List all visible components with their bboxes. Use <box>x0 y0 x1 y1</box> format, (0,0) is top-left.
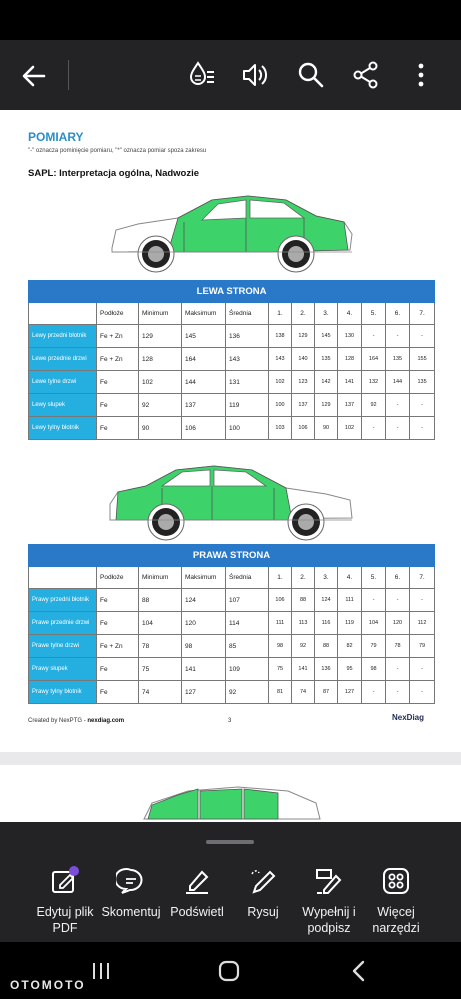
table-row: Prawy przedni błotnik Fe 88 124 107 106 88 124 111 - - - <box>29 589 435 612</box>
car-right-side-diagram <box>106 460 356 544</box>
fill-sign-label: Wypełnij i podpisz <box>302 905 356 935</box>
highlight-icon <box>182 866 212 896</box>
edit-pdf-label: Edytuj plik PDF <box>36 905 94 935</box>
page-footer-credit: Created by NexPTG - nexdiag.com <box>28 718 125 724</box>
table-row: Lewy tylny błotnik Fe 90 106 100 103 106 90 102 - - - <box>29 417 435 440</box>
read-aloud-icon[interactable] <box>240 60 270 90</box>
table-row: Lewy słupek Fe 92 137 119 100 137 129 137 92 - - <box>29 394 435 417</box>
table-row: Lewe tylne drzwi Fe 102 144 131 102 123 142 141 132 144 135 <box>29 371 435 394</box>
pdf-page <box>0 110 461 752</box>
table-header-row: Podłoże Minimum Maksimum Średnia 1. 2. 3. 4. 5. 6. 7. <box>29 303 435 325</box>
pdf-page-next <box>0 765 461 822</box>
highlight-label: Podświetl <box>170 905 224 919</box>
car-left-side-diagram <box>108 190 356 276</box>
search-icon[interactable] <box>296 60 326 90</box>
more-tools-icon <box>381 866 411 896</box>
read-mode-icon[interactable] <box>186 60 216 90</box>
otomoto-watermark: OTOMOTO <box>10 978 86 992</box>
table-row: Prawy słupek Fe 75 141 109 75 141 136 95 98 - - <box>29 658 435 681</box>
car-top-diagram <box>138 779 324 822</box>
app-bar-divider <box>68 60 69 90</box>
fill-sign-icon <box>314 866 344 896</box>
more-tools-button[interactable] <box>358 866 434 936</box>
edit-pdf-button[interactable] <box>27 866 103 936</box>
draw-icon <box>248 866 278 896</box>
more-options-icon[interactable] <box>406 60 436 90</box>
system-nav-bar <box>0 942 461 999</box>
back-arrow-icon[interactable] <box>20 62 48 90</box>
share-icon[interactable] <box>351 60 381 90</box>
comment-button[interactable] <box>93 866 169 920</box>
fill-sign-button[interactable] <box>291 866 367 936</box>
drag-handle[interactable] <box>206 840 254 844</box>
comment-icon <box>116 866 146 896</box>
recent-apps-icon[interactable] <box>90 960 112 982</box>
bottom-toolbar <box>0 822 461 942</box>
page-title: POMIARY <box>28 130 84 144</box>
back-nav-icon[interactable] <box>348 959 370 983</box>
page-number: 3 <box>228 718 232 724</box>
app-bar <box>0 40 461 110</box>
table-row: Lewe przednie drzwi Fe + Zn 128 164 143 143 140 135 128 164 135 155 <box>29 348 435 371</box>
edit-pdf-icon <box>50 866 80 896</box>
more-tools-label: Więcej narzędzi <box>372 905 420 935</box>
footer-site-link: nexdiag.com <box>87 718 125 724</box>
highlight-button[interactable] <box>159 866 235 920</box>
comment-label: Skomentuj <box>101 905 161 919</box>
table-header-row: Podłoże Minimum Maksimum Średnia 1. 2. 3. 4. 5. 6. 7. <box>29 567 435 589</box>
table-row: Prawy tylny błotnik Fe 74 127 92 81 74 87 127 - - - <box>29 681 435 704</box>
left-table-title: LEWA STRONA <box>29 281 435 303</box>
pdf-viewer[interactable] <box>0 110 461 822</box>
left-side-table <box>28 280 435 440</box>
page-note: "-" oznacza pominięcie pomiaru, "*" oznacza pomiar spoza zakresu <box>28 148 207 154</box>
draw-label: Rysuj <box>247 905 279 919</box>
table-row: Lewy przedni błotnik Fe + Zn 129 145 136 138 129 145 130 - - - <box>29 325 435 348</box>
status-bar <box>0 0 461 40</box>
draw-button[interactable] <box>225 866 301 920</box>
page-subtitle: SAPL: Interpretacja ogólna, Nadwozie <box>28 168 200 179</box>
table-row: Prawe tylne drzwi Fe + Zn 78 98 85 98 92 88 82 79 78 79 <box>29 635 435 658</box>
home-icon[interactable] <box>217 959 241 983</box>
right-side-table <box>28 544 435 704</box>
right-table-title: PRAWA STRONA <box>29 545 435 567</box>
table-row: Prawe przednie drzwi Fe 104 120 114 111 113 116 119 104 120 112 <box>29 612 435 635</box>
nexdiag-logo: NexDiag <box>392 713 425 722</box>
